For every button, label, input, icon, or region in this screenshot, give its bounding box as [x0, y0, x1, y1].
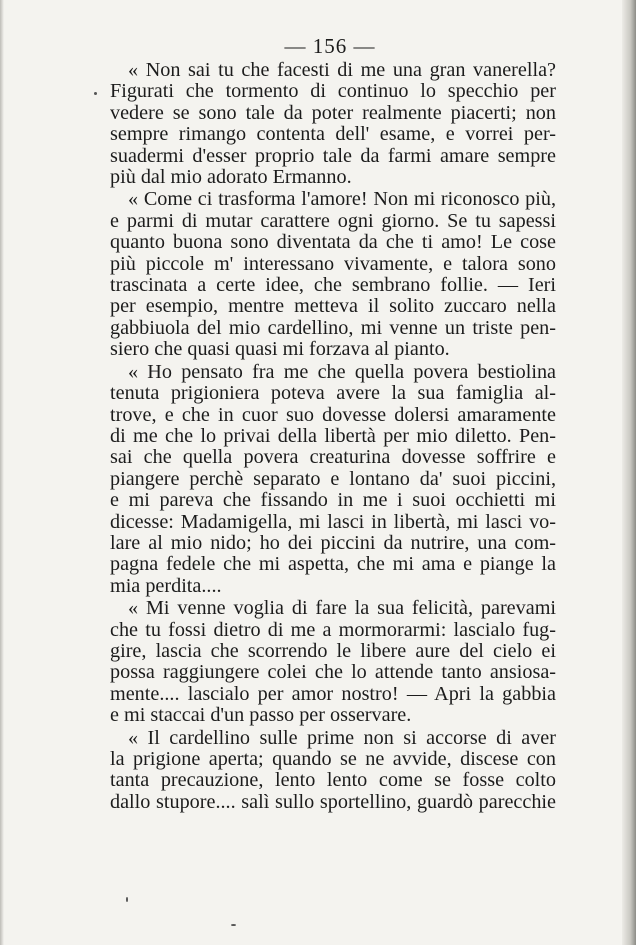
text-line: e parmi di mutar carattere ogni giorno. Se tu sapessi: [110, 209, 556, 232]
text-line: più piccole m' interessano vivamente, e talora sono: [110, 252, 556, 275]
text-line: tenuta prigioniera poteva avere la sua famiglia al-: [110, 382, 556, 405]
text-line: « Non sai tu che facesti di me una gran vanerella?: [128, 59, 556, 81]
page-left-shadow: [0, 0, 4, 945]
text-line: gabbiuola del mio cardellino, mi venne un triste pen-: [110, 316, 556, 339]
ink-speck: [231, 924, 236, 926]
text-line: la prigione aperta; quando se ne avvide, discese con: [110, 748, 556, 770]
text-line: « Ho pensato fra me che quella povera bestiolina: [128, 360, 556, 383]
text-line: dallo stupore.... salì sullo sportellino, guardò parecchie: [110, 790, 556, 813]
text-line: per esempio, mentre metteva il solito zuccaro nella: [110, 295, 556, 318]
text-line: piangere perchè separato e lontano da' suoi piccini,: [110, 467, 556, 490]
text-line: dicesse: Madamigella, mi lasci in libertà, mi lasci vo-: [110, 510, 556, 533]
text-line: trove, e che in cuor suo dovesse dolersi amaramente: [110, 403, 556, 426]
text-line: trascinata a certe idee, che sembrano follie. — Ieri: [110, 274, 556, 297]
text-line: che tu fossi dietro di me a mormorarmi: lascialo fug-: [110, 618, 556, 641]
text-line: suadermi d'esser proprio tale da farmi amare sempre: [110, 144, 556, 167]
text-line: possa raggiungere colei che lo attende tanto ansiosa-: [110, 661, 556, 684]
text-line: « Mi venne voglia di fare la sua felicità, parevami: [128, 597, 556, 620]
text-line: e mi pareva che fissando in me i suoi occhietti mi: [110, 489, 556, 512]
page-right-edge: [622, 0, 636, 945]
body-text: [110, 60, 556, 813]
text-line: più dal mio adorato Ermanno.: [110, 166, 352, 189]
text-line: mia perdita....: [110, 574, 222, 597]
text-line: Figurati che tormento di continuo lo specchio per: [110, 80, 556, 103]
page-number: — 156 —: [284, 34, 376, 58]
text-line: e mi staccai d'un passo per osservare.: [110, 704, 412, 727]
text-line: sai che quella povera creaturina dovesse soffrire e: [110, 446, 556, 469]
text-line: vedere se sono tale da poter realmente piacerti; non: [110, 101, 556, 124]
ink-speck: [126, 897, 128, 902]
text-line: mente.... lascialo per amor nostro! — Apri la gabbia: [110, 682, 556, 705]
text-line: quanto buona sono diventata da che ti amo! Le cose: [110, 231, 556, 254]
text-line: di me che lo privai della libertà per mio diletto. Pen-: [110, 424, 556, 447]
text-line: gire, lascia che scorrendo le libere aure del cielo ei: [110, 639, 556, 662]
text-line: pagna fedele che mi aspetta, che mi ama e piange la: [110, 553, 556, 576]
text-line: sempre rimango contenta dell' esame, e vorrei per-: [110, 123, 556, 146]
ink-speck: [94, 92, 97, 95]
text-line: tanta precauzione, lento lento come se fosse colto: [110, 769, 556, 792]
text-line: siero che quasi quasi mi forzava al pianto.: [110, 338, 450, 361]
text-line: lare al mio nido; ho dei piccini da nutrire, una com-: [110, 531, 556, 554]
text-line: « Come ci trasforma l'amore! Non mi riconosco più,: [128, 188, 556, 211]
text-line: « Il cardellino sulle prime non si accorse di aver: [128, 726, 556, 749]
